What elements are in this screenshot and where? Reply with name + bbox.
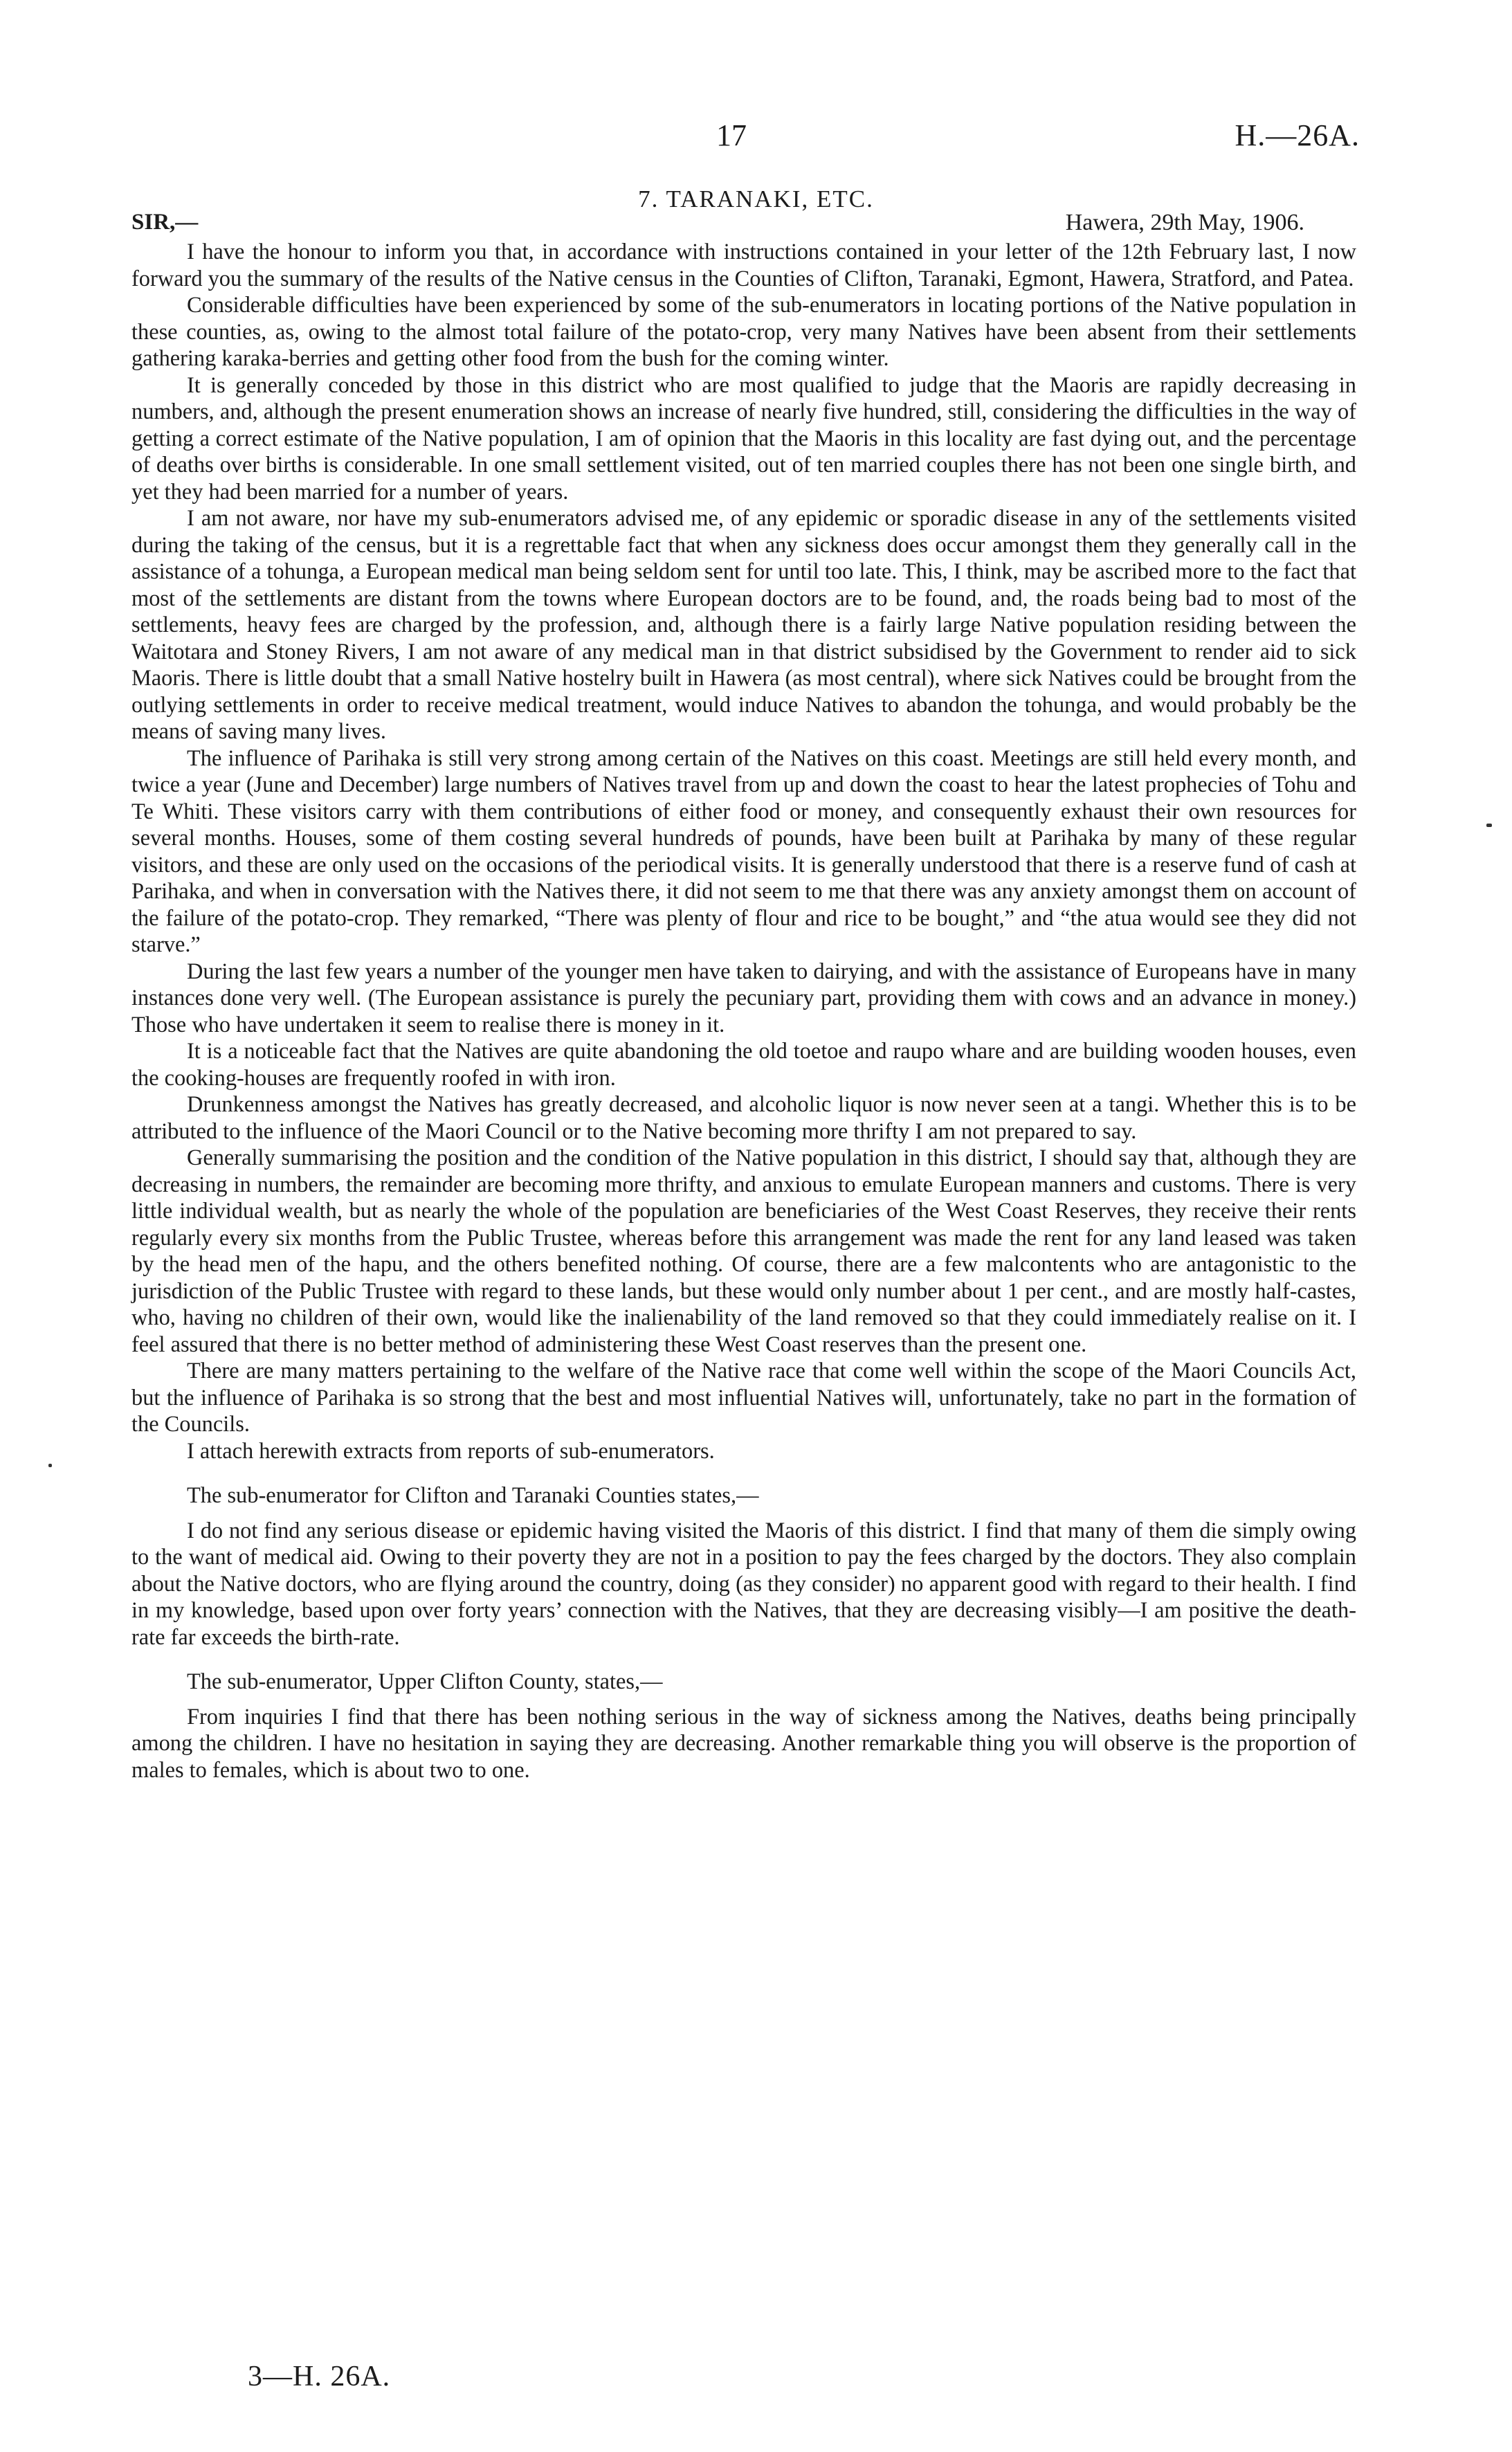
paragraph: During the last few years a number of the younger men have taken to dairying, and with the assistance of Europeans have in many instances done very well. (The European assistance is purely the pecuniary part, providing them with cows and an advance in money.) Those who have undertaken it seem to realise there is money in it. <box>131 959 1356 1037</box>
paragraph: Generally summarising the position and the condition of the Native population in this district, I should say that, although they are decreasing in numbers, the remainder are becoming more thrifty, and anxious to emulate European manners and customs. There is very little individual wealth, but as nearly the whole of the population are beneficiaries of the West Coast Reserves, they receive their rents regularly every six months from the Public Trustee, whereas before this arrangement was made the rent for any land leased was taken by the head men of the hapu, and the others benefited nothing. Of course, there are a few malcontents who are antagonistic to the jurisdiction of the Public Trustee with regard to these lands, but these would only number about 1 per cent., and are mostly half-castes, who, having no children of their own, would like the inalienability of the land removed so that they could immediately realise on it. I feel assured that there is no better method of administering these West Coast reserves than the present one. <box>131 1145 1356 1357</box>
dateline: Hawera, 29th May, 1906. <box>1065 210 1304 235</box>
letter-body <box>131 239 1356 1783</box>
paragraph: There are many matters pertaining to the welfare of the Native race that come well within the scope of the Maori Councils Act, but the influence of Parihaka is so strong that the best and most influential Natives will, unfortunately, take no part in the formation of the Councils. <box>131 1359 1356 1437</box>
paragraph: I am not aware, nor have my sub-enumerators advised me, of any epidemic or sporadic disease in any of the settlements visited during the taking of the census, but it is a regrettable fact that when any sickness does occur amongst them they generally call in the assistance of a tohunga, a European medical man being seldom sent for until too late. This, I think, may be ascribed more to the fact that most of the settlements are distant from the towns where European doctors are to be found, and, the roads being bad to most of the settlements, heavy fees are charged by the profession, and, although there is a fairly large Native population residing between the Waitotara and Stoney Rivers, I am not aware of any medical man in that district subsidised by the Government to render aid to sick Maoris. There is little doubt that a small Native hostelry built in Hawera (as most central), where sick Natives could be brought from the outlying settlements in order to receive medical treatment, would induce Natives to abandon the tohunga, and would probably be the means of saving many lives. <box>131 506 1356 744</box>
paragraph: I have the honour to inform you that, in accordance with instructions contained in your letter of the 12th February last, I now forward you the summary of the results of the Native census in the Counties of Clifton, Taranaki, Egmont, Hawera, Stratford, and Patea. <box>131 239 1356 291</box>
signature-mark: 3—H. 26A. <box>248 2361 391 2392</box>
extract-intro: The sub-enumerator, Upper Clifton County, states,— <box>187 1669 663 1694</box>
section-heading: 7. TARANAKI, ETC. <box>638 185 874 212</box>
extract-intro: The sub-enumerator for Clifton and Taranaki Counties states,— <box>187 1483 759 1508</box>
margin-mark <box>48 1464 52 1467</box>
paragraph: I attach herewith extracts from reports of sub-enumerators. <box>187 1438 715 1464</box>
paragraph: The influence of Parihaka is still very strong among certain of the Natives on this coast. Meetings are still held every month, and twice a year (June and December) large numbers of Natives travel from up and down the coast to hear the latest prophecies of Tohu and Te Whiti. These visitors carry with them contributions of either food or money, and consequently exhaust their own resources for several months. Houses, some of them costing several hundreds of pounds, have been built at Parihaka by many of these regular visitors, and these are only used on the occasions of the periodical visits. It is generally understood that there is a reserve fund of cash at Parihaka, and when in conversation with the Natives there, it did not seem to me that there was any anxiety amongst them on account of the failure of the potato-crop. They remarked, “There was plenty of flour and rice to be bought,” and “the atua would see they did not starve.” <box>131 745 1356 957</box>
margin-mark <box>1486 824 1492 827</box>
document-reference: H.—26A. <box>1235 118 1360 152</box>
paragraph: It is a noticeable fact that the Natives are quite abandoning the old toetoe and raupo whare and are building wooden houses, even the cooking-houses are frequently roofed in with iron. <box>131 1039 1356 1091</box>
page-number: 17 <box>716 118 747 152</box>
salutation: SIR,— <box>131 210 199 235</box>
paragraph: Considerable difficulties have been experienced by some of the sub-enumerators in locating portions of the Native population in these counties, as, owing to the almost total failure of the potato-crop, very many Natives have been absent from their settlements gathering karaka-berries and getting other food from the bush for the coming winter. <box>131 293 1356 371</box>
paragraph: It is generally conceded by those in this district who are most qualified to judge that the Maoris are rapidly decreasing in numbers, and, although the present enumeration shows an increase of nearly five hundred, still, considering the difficulties in the way of getting a correct estimate of the Native population, I am of opinion that the Maoris in this locality are fast dying out, and the percentage of deaths over births is considerable. In one small settlement visited, out of ten married couples there has not been one single birth, and yet they had been married for a number of years. <box>131 372 1356 505</box>
extract-text: I do not find any serious disease or epidemic having visited the Maoris of this district. I find that many of them die simply owing to the want of medical aid. Owing to their poverty they are not in a position to pay the fees charged by the doctors. They also complain about the Native doctors, who are flying around the country, doing (as they consider) no apparent good with regard to their health. I find in my knowledge, based upon over forty years’ connection with the Natives, that they are decreasing visibly—I am positive the death-rate far exceeds the birth-rate. <box>131 1518 1356 1650</box>
extract-text: From inquiries I find that there has been nothing serious in the way of sickness among the Natives, deaths being principally among the children. I have no hesitation in saying they are decreasing. Another remarkable thing you will observe is the proportion of males to females, which is about two to one. <box>131 1704 1356 1783</box>
paragraph: Drunkenness amongst the Natives has greatly decreased, and alcoholic liquor is now never seen at a tangi. Whether this is to be attributed to the influence of the Maori Council or to the Native becoming more thrifty I am not prepared to say. <box>131 1092 1356 1144</box>
